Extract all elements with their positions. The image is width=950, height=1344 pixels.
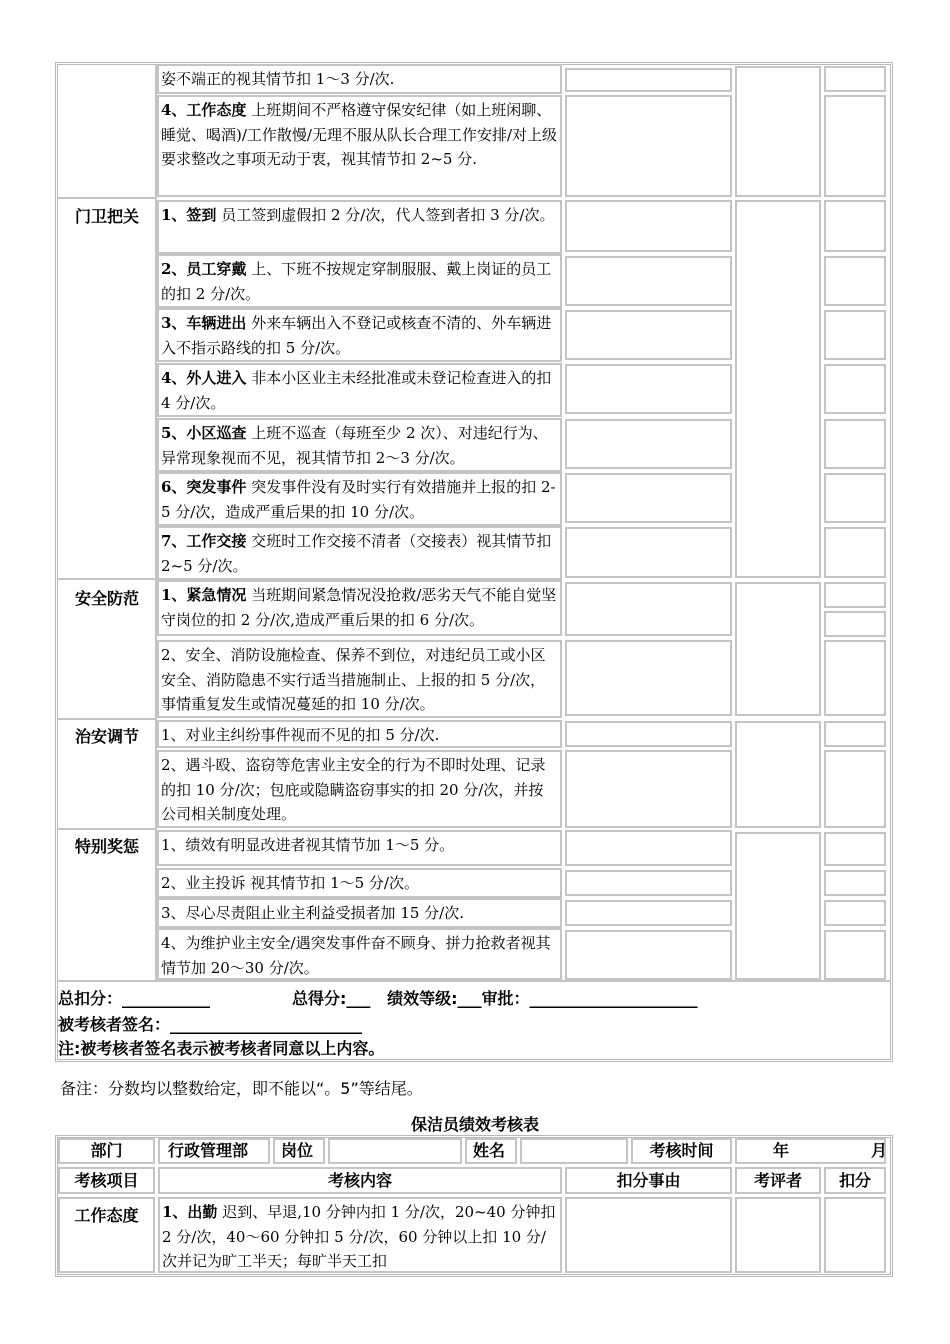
table2-title: 保洁员绩效考核表 [410, 1115, 539, 1134]
deduction-reason-cell[interactable] [565, 68, 732, 92]
deduction-reason-cell[interactable] [565, 256, 732, 306]
score-cell[interactable] [824, 95, 886, 197]
criteria-row: 4、为维护业主安全/遇突发事件奋不顾身、拼力抢救者视其情节加 20～30 分/次。 [157, 928, 562, 980]
category-gate-control: 门卫把关 [74, 207, 139, 226]
evaluator-cell[interactable] [735, 721, 821, 828]
criteria-row: 1、绩效有明显改进者视其情节加 1～5 分。 [157, 830, 562, 866]
evaluator-cell[interactable] [735, 832, 821, 980]
assessment-time-label: 考核时间 [631, 1138, 732, 1164]
deduction-reason-cell[interactable] [565, 419, 732, 469]
evaluator-cell[interactable] [735, 200, 821, 578]
score-cell[interactable] [824, 721, 886, 747]
evaluator-cell[interactable] [735, 582, 821, 716]
deduction-reason-cell[interactable] [565, 721, 732, 747]
criteria-row: 4、工作态度 上班期间不严格遵守保安纪律（如上班闲聊、睡觉、喝酒)/工作散慢/无理不服从队长合理工作安排/对上级要求整改之事项无动于衷，视其情节扣 2~5 分. [157, 95, 562, 197]
deduction-reason-cell[interactable] [565, 750, 732, 828]
category-rewards-penalties: 特别奖惩 [74, 837, 139, 856]
score-cell[interactable] [824, 200, 886, 252]
criteria-row: 5、小区巡查 上班不巡查（每班至少 2 次）、对违纪行为、异常现象视而不见，视其情节扣 2～3 分/次。 [157, 418, 562, 472]
position-label: 岗位 [273, 1138, 325, 1164]
assessment-time-value[interactable] [735, 1138, 886, 1164]
deduction-reason-cell[interactable] [565, 95, 732, 197]
score-cell[interactable] [824, 870, 886, 896]
criteria-row: 3、尽心尽责阻止业主利益受损者加 15 分/次. [157, 898, 562, 928]
criteria-row: 姿不端正的视其情节扣 1～3 分/次. [157, 64, 562, 94]
score-cell[interactable] [824, 750, 886, 828]
score-cell[interactable] [824, 310, 886, 360]
criteria-row: 2、安全、消防设施检查、保养不到位，对违纪员工或小区安全、消防隐患不实行适当措施制止、上报的扣 5 分/次，事情重复发生或情况蔓延的扣 10 分/次。 [157, 640, 562, 718]
criteria-row: 7、工作交接 交班时工作交接不清者（交接表）视其情节扣 2~5 分/次。 [157, 526, 562, 580]
deduction-reason-cell[interactable] [565, 364, 732, 414]
score-cell[interactable] [824, 473, 886, 523]
score-cell[interactable] [824, 364, 886, 414]
score-cell[interactable] [824, 419, 886, 469]
deduction-reason-cell[interactable] [565, 473, 732, 523]
criteria-row: 1、签到 员工签到虚假扣 2 分/次，代人签到者扣 3 分/次。 [157, 200, 562, 254]
month-label: 月 [871, 1141, 888, 1160]
signature-line: 被考核者签名：________________________ [58, 1015, 363, 1034]
col-header-content: 考核内容 [158, 1167, 562, 1194]
deduction-reason-cell[interactable] [565, 527, 732, 578]
criteria-row: 2、遇斗殴、盗窃等危害业主安全的行为不即时处理、记录的扣 10 分/次；包庇或隐瞒盗窃事实的扣 20 分/次，并按公司相关制度处理。 [157, 750, 562, 828]
criteria-row: 2、员工穿戴 上、下班不按规定穿制服服、戴上岗证的员工的扣 2 分/次。 [157, 254, 562, 308]
name-value[interactable] [520, 1138, 628, 1164]
dept-label: 部门 [58, 1138, 155, 1164]
name-label: 姓名 [465, 1138, 517, 1164]
score-cell[interactable] [824, 1197, 886, 1273]
evaluator-cell[interactable] [735, 66, 821, 197]
section-separator [57, 718, 156, 720]
score-cell[interactable] [824, 832, 886, 866]
position-value[interactable] [328, 1138, 462, 1164]
year-label: 年 [773, 1141, 790, 1160]
criteria-row: 6、突发事件 突发事件没有及时实行有效措施并上报的扣 2-5 分/次，造成严重后果的扣 10 分/次。 [157, 472, 562, 526]
criteria-row: 3、车辆进出 外来车辆出入不登记或核查不清的、外车辆进入不指示路线的扣 5 分/次。 [157, 308, 562, 362]
score-cell[interactable] [824, 527, 886, 578]
score-cell[interactable] [824, 611, 886, 637]
score-grade-approval-line: 总得分:___ 绩效等级:___审批：_____________________ [292, 989, 698, 1008]
deduction-reason-cell[interactable] [565, 1197, 732, 1273]
signature-note: 注:被考核者签名表示被考核者同意以上内容。 [58, 1039, 385, 1058]
deduction-reason-cell[interactable] [565, 870, 732, 896]
criteria-row: 1、紧急情况 当班期间紧急情况没抢救/恶劣天气不能自觉坚守岗位的扣 2 分/次,造成严重后果的扣 6 分/次。 [157, 580, 562, 636]
section-separator [57, 197, 156, 199]
total-deduction-line: 总扣分：___________ [58, 989, 211, 1008]
deduction-reason-cell[interactable] [565, 582, 732, 636]
score-cell[interactable] [824, 930, 886, 980]
deduction-reason-cell[interactable] [565, 310, 732, 360]
criteria-row: 1、对业主纠纷事件视而不见的扣 5 分/次. [157, 720, 562, 748]
category-work-attitude: 工作态度 [58, 1197, 155, 1273]
col-header-evaluator: 考评者 [735, 1167, 821, 1194]
col-header-item: 考核项目 [58, 1167, 155, 1194]
criteria-row: 1、出勤 迟到、早退,10 分钟内扣 1 分/次，20~40 分钟扣 2 分/次，40～60 分钟扣 5 分/次，60 分钟以上扣 10 分/次并记为旷工半天；每旷半天工扣 [158, 1197, 562, 1273]
category-public-order: 治安调节 [74, 727, 139, 746]
deduction-reason-cell[interactable] [565, 830, 732, 866]
deduction-reason-cell[interactable] [565, 200, 732, 252]
criteria-row: 4、外人进入 非本小区业主未经批准或未登记检查进入的扣 4 分/次。 [157, 363, 562, 417]
evaluator-cell[interactable] [735, 1197, 821, 1273]
deduction-reason-cell[interactable] [565, 640, 732, 716]
deduction-reason-cell[interactable] [565, 900, 732, 926]
footer-separator [57, 980, 891, 982]
score-cell[interactable] [824, 256, 886, 306]
dept-value: 行政管理部 [158, 1138, 270, 1164]
note-text: 备注：分数均以整数给定，即不能以“。5”等结尾。 [60, 1079, 423, 1098]
col-header-reason: 扣分事由 [565, 1167, 732, 1194]
deduction-reason-cell[interactable] [565, 930, 732, 980]
score-cell[interactable] [824, 900, 886, 926]
section-separator [57, 578, 156, 580]
category-security-prevention: 安全防范 [74, 589, 139, 608]
criteria-row: 2、业主投诉 视其情节扣 1～5 分/次。 [157, 868, 562, 898]
section-separator [57, 828, 156, 830]
score-cell[interactable] [824, 640, 886, 716]
score-cell[interactable] [824, 66, 886, 92]
score-cell[interactable] [824, 582, 886, 608]
col-header-deduction: 扣分 [824, 1167, 886, 1194]
